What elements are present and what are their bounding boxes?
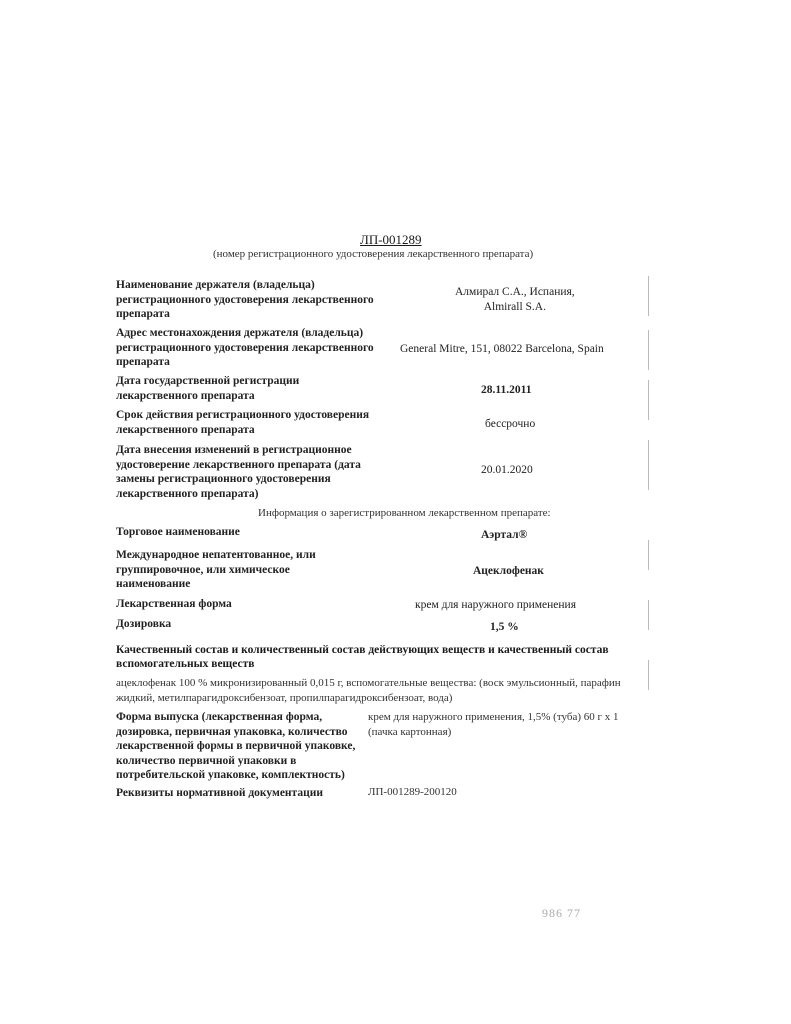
normative-docs-label: Реквизиты нормативной документации	[116, 787, 323, 799]
margin-mark	[648, 276, 649, 316]
dosage-form-label: Лекарственная форма	[116, 598, 232, 610]
dosage-form-value: крем для наружного применения	[415, 599, 577, 611]
composition-value: ацеклофенак 100 % микронизированный 0,015 г, вспомогательные вещества: (воск эмульсионный, парафин жидкий, метилпарагидроксибензоат, пропилпарагидроксибензоат, вода)	[116, 677, 621, 704]
release-form-value: крем для наружного применения, 1,5% (туба) 60 г x 1 (пачка картонная)	[368, 711, 619, 738]
trade-name-label: Торговое наименование	[116, 526, 240, 538]
inn-label: Международное непатентованное, или группировочное, или химическое наименование	[116, 549, 316, 590]
inn-value: Ацеклофенак	[473, 565, 544, 577]
address-label: Адрес местонахождения держателя (владельца) регистрационного удостоверения лекарственного препарата	[116, 327, 374, 368]
validity-value: бессрочно	[485, 418, 536, 430]
registration-number-caption: (номер регистрационного удостоверения лекарственного препарата)	[213, 248, 534, 260]
registration-number: ЛП-001289	[360, 232, 422, 247]
validity-label: Срок действия регистрационного удостоверения лекарственного препарата	[116, 409, 370, 436]
holder-value: Алмирал С.А., Испания, Almirall S.A.	[455, 286, 575, 313]
address-value: General Mitre, 151, 08022 Barcelona, Spain	[400, 343, 604, 355]
normative-docs-value: ЛП-001289-200120	[368, 786, 457, 798]
margin-mark	[648, 440, 649, 490]
holder-label: Наименование держателя (владельца) регистрационного удостоверения лекарственного препарата	[116, 279, 374, 320]
registration-date-label: Дата государственной регистрации лекарственного препарата	[116, 375, 300, 402]
section-title: Информация о зарегистрированном лекарственном препарате:	[258, 507, 551, 519]
composition-label: Качественный состав и количественный состав действующих веществ и качественный состав вспомогательных веществ	[116, 644, 609, 670]
dosage-label: Дозировка	[116, 618, 172, 630]
margin-mark	[648, 540, 649, 570]
registration-date-value: 28.11.2011	[481, 384, 532, 396]
release-form-label: Форма выпуска (лекарственная форма, дозировка, первичная упаковка, количество лекарственной формы в первичной упаковке, количество первичной упаковки в потребительской упаковке, комплектность)	[116, 711, 356, 781]
margin-mark	[648, 600, 649, 630]
page-stamp: 986 77	[542, 906, 581, 920]
change-date-label: Дата внесения изменений в регистрационное удостоверение лекарственного препарата (дата замены регистрационного удостоверения лекарственного препарата)	[116, 444, 361, 500]
change-date-value: 20.01.2020	[481, 464, 533, 476]
margin-mark	[648, 380, 649, 420]
dosage-value: 1,5 %	[490, 621, 519, 633]
trade-name-value: Аэртал®	[481, 529, 528, 541]
margin-mark	[648, 330, 649, 370]
margin-mark	[648, 660, 649, 690]
